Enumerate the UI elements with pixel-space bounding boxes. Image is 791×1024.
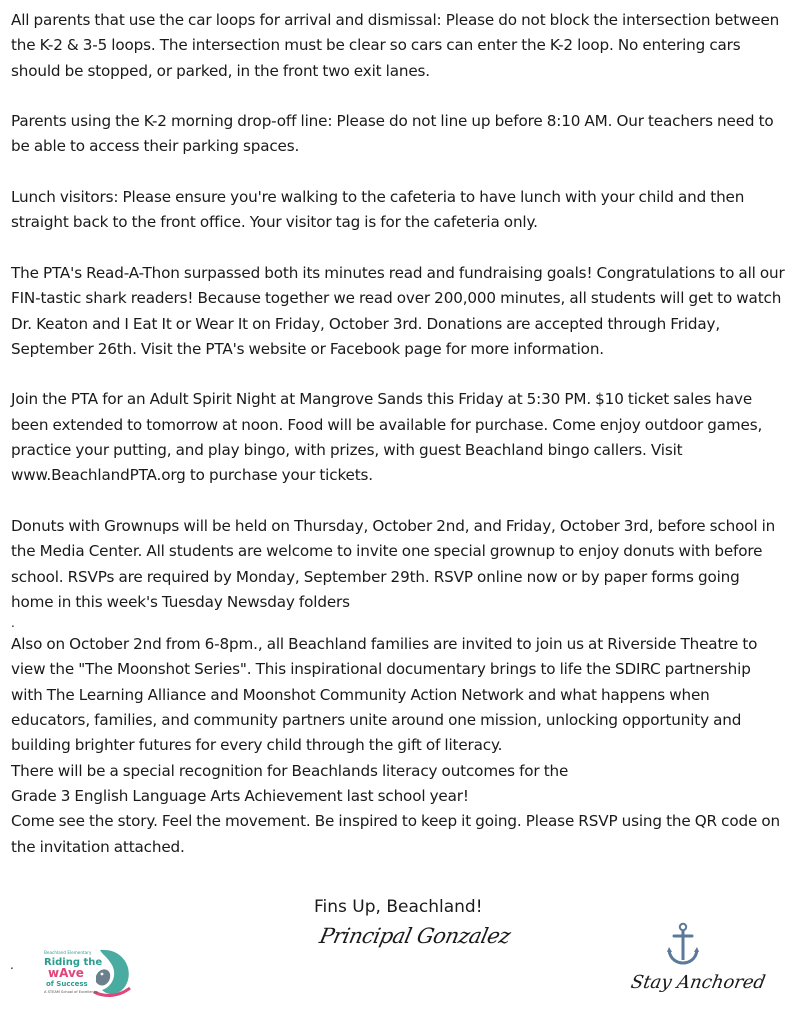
stay-anchored-tagline: Stay Anchored: [629, 972, 768, 993]
letter-body: [11, 8, 786, 860]
paragraph-rsvp: Come see the story. Feel the movement. Be inspired to keep it going. Please RSVP using the QR code on the invitation attached.: [11, 812, 780, 856]
paragraph-drop-off: Parents using the K-2 morning drop-off line: Please do not line up before 8:10 AM. Our teachers need to be able to access their parking spaces.: [11, 112, 774, 156]
paragraph-grade-3: Grade 3 English Language Arts Achievement last school year!: [11, 786, 469, 805]
paragraph-donuts: Donuts with Grownups will be held on Thursday, October 2nd, and Friday, October 3rd, before school in the Media Center. All students are welcome to invite one special grownup to enjoy donuts with before school. RSVPs are required by Monday, September 29th. RSVP online now or by paper forms going home in this week's Tuesday Newsday folders: [11, 516, 776, 611]
paragraph-car-loops: All parents that use the car loops for arrival and dismissal: Please do not block the intersection between the K-2 & 3-5 loops. The intersection must be clear so cars can enter the K-2 loop. No entering cars should be stopped, or parked, in the front two exit lanes.: [11, 11, 780, 80]
paragraph-spirit-night: Join the PTA for an Adult Spirit Night at Mangrove Sands this Friday at 5:30 PM. $10 ticket sales have been extended to tomorrow at noon. Food will be available for purchase. Come enjoy outdoor games, practice your putting, and play bingo, with prizes, with guest Beachland bingo callers. Visit www.BeachlandPTA.org to purchase your tickets.: [11, 390, 763, 485]
logo-line-4: of Success: [46, 980, 88, 988]
logo-line-2: Riding the: [44, 957, 103, 968]
paragraph-lunch-visitors: Lunch visitors: Please ensure you're walking to the cafeteria to have lunch with your child and then straight back to the front office. Your visitor tag is for the cafeteria only.: [11, 188, 745, 232]
logo-line-1: Beachland Elementary: [44, 950, 92, 955]
logo-line-3: wAve: [48, 966, 84, 980]
stray-mark: .: [10, 958, 14, 972]
principal-signature: Principal Gonzalez: [317, 924, 513, 948]
school-logo: [40, 946, 132, 1004]
paragraph-moonshot: Also on October 2nd from 6-8pm., all Beachland families are invited to join us at Riverside Theatre to view the "The Moonshot Series". This inspirational documentary brings to life the SDIRC partnership with The Learning Alliance and Moonshot Community Action Network and what happens when educators, families, and community partners unite around one mission, unlocking opportunity and building brighter futures for every child through the gift of literacy.: [11, 635, 758, 755]
paragraph-recognition: There will be a special recognition for Beachlands literacy outcomes for the: [11, 761, 569, 780]
stray-period: .: [11, 616, 15, 631]
paragraph-read-a-thon: The PTA's Read-A-Thon surpassed both its minutes read and fundraising goals! Congratulations to all our FIN-tastic shark readers! Because together we read over 200,000 minutes, all students will get to watch Dr. Keaton and I Eat It or Wear It on Friday, October 3rd. Donations are accepted through Friday, September 26th. Visit the PTA's website or Facebook page for more information.: [11, 263, 785, 358]
anchor-icon: [666, 922, 700, 966]
logo-line-5: A STEAM School of Excellence: [44, 990, 98, 994]
signoff-line: Fins Up, Beachland!: [314, 897, 483, 917]
